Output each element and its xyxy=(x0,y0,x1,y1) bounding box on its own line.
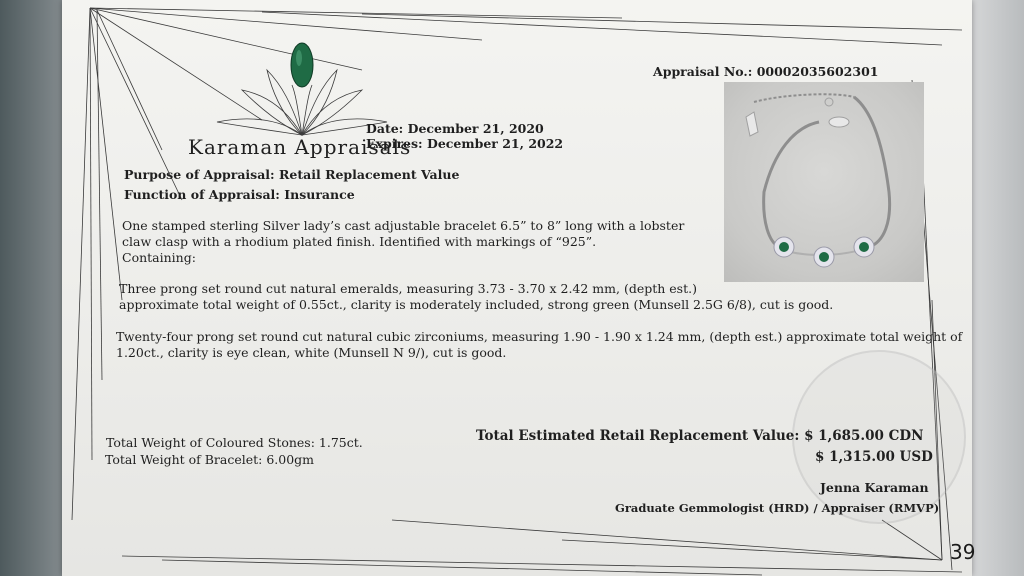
zirconiums-line: 1.20ct., clarity is eye clean, white (Munsell N 9/), cut is good. xyxy=(116,345,507,360)
description-line: One stamped sterling Silver lady’s cast adjustable bracelet 6.5” to 8” long with a lobster xyxy=(122,218,685,233)
background-left xyxy=(0,0,70,576)
description-line: Containing: xyxy=(122,250,196,265)
flower-setting xyxy=(774,237,794,257)
appraisal-number: Appraisal No.: 00002035602301 xyxy=(653,64,879,79)
total-value-cdn: Total Estimated Retail Replacement Value: $ 1,685.00 CDN xyxy=(476,428,924,444)
description-line: claw clasp with a rhodium plated finish. Identified with markings of “925”. xyxy=(122,234,597,249)
appraisal-document xyxy=(62,0,972,576)
purpose-of-appraisal: Purpose of Appraisal: Retail Replacement Value xyxy=(124,167,460,182)
bracelet-photo xyxy=(724,82,924,282)
brand-name: Karaman Appraisals xyxy=(188,135,412,159)
signer-name: Jenna Karaman xyxy=(820,480,929,495)
background-right xyxy=(964,0,1024,576)
handwritten-page-number: 39 xyxy=(950,540,976,564)
flower-setting xyxy=(854,237,874,257)
flower-setting xyxy=(814,247,834,267)
appraisal-date: Date: December 21, 2020 xyxy=(366,121,544,136)
total-bracelet-weight: Total Weight of Bracelet: 6.00gm xyxy=(105,452,315,467)
signer-title: Graduate Gemmologist (HRD) / Appraiser (RMVP) xyxy=(615,501,940,515)
emeralds-line: Three prong set round cut natural emeralds, measuring 3.73 - 3.70 x 2.42 mm, (depth est.) xyxy=(119,281,697,296)
expiry-date: Expires: December 21, 2022 xyxy=(366,136,564,151)
bracelet-illustration xyxy=(724,82,924,282)
zirconiums-line: Twenty-four prong set round cut natural cubic zirconiums, measuring 1.90 - 1.90 x 1.24 mm, (depth est.) approximate total weight of xyxy=(116,329,963,344)
function-of-appraisal: Function of Appraisal: Insurance xyxy=(124,187,355,202)
total-value-usd: $ 1,315.00 USD xyxy=(815,449,933,465)
lotus-gem-logo xyxy=(212,40,392,140)
total-coloured-stones: Total Weight of Coloured Stones: 1.75ct. xyxy=(106,435,363,450)
emeralds-line: approximate total weight of 0.55ct., clarity is moderately included, strong green (Munsell 2.5G 6/8), cut is good. xyxy=(119,297,834,312)
